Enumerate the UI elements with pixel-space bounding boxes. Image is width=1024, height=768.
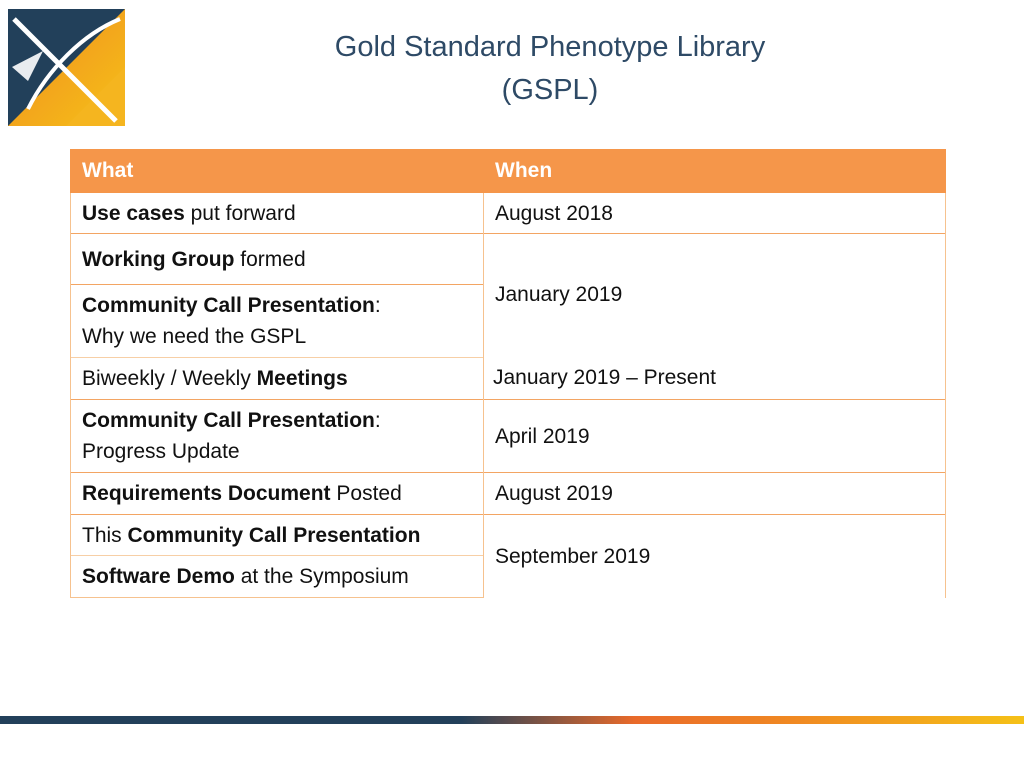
- title-line-1: Gold Standard Phenotype Library: [334, 31, 766, 63]
- page-title: [300, 26, 800, 112]
- cell-what: Working Group formed: [71, 234, 484, 285]
- table-row: [71, 193, 946, 234]
- table-row: [71, 400, 946, 473]
- cell-what: Use cases put forward: [71, 193, 484, 234]
- hdr-x-logo: [8, 9, 125, 126]
- cell-what: Requirements Document Posted: [71, 473, 484, 515]
- cell-when-present: January 2019 – Present: [493, 366, 716, 389]
- cell-what: This Community Call Presentation: [71, 515, 484, 556]
- header-what: What: [71, 150, 484, 193]
- table-row: [71, 234, 946, 285]
- header-when: When: [484, 150, 946, 193]
- cell-what: Software Demo at the Symposium: [71, 556, 484, 598]
- logo-icon: [8, 9, 125, 126]
- table-header-row: [71, 150, 946, 193]
- cell-when: August 2019: [484, 473, 946, 515]
- cell-when: April 2019: [484, 400, 946, 473]
- table-row: [71, 515, 946, 556]
- footer-gradient-bar: [0, 716, 1024, 724]
- cell-when: January 2019: [495, 283, 623, 306]
- cell-what: Community Call Presentation: Progress Update: [71, 400, 484, 473]
- table-row: [71, 473, 946, 515]
- title-line-2: (GSPL): [501, 74, 599, 106]
- cell-what: Biweekly / Weekly Meetings: [71, 358, 484, 400]
- cell-when: August 2018: [484, 193, 946, 234]
- cell-what: Community Call Presentation: Why we need the GSPL: [71, 285, 484, 358]
- cell-when: September 2019: [484, 515, 946, 598]
